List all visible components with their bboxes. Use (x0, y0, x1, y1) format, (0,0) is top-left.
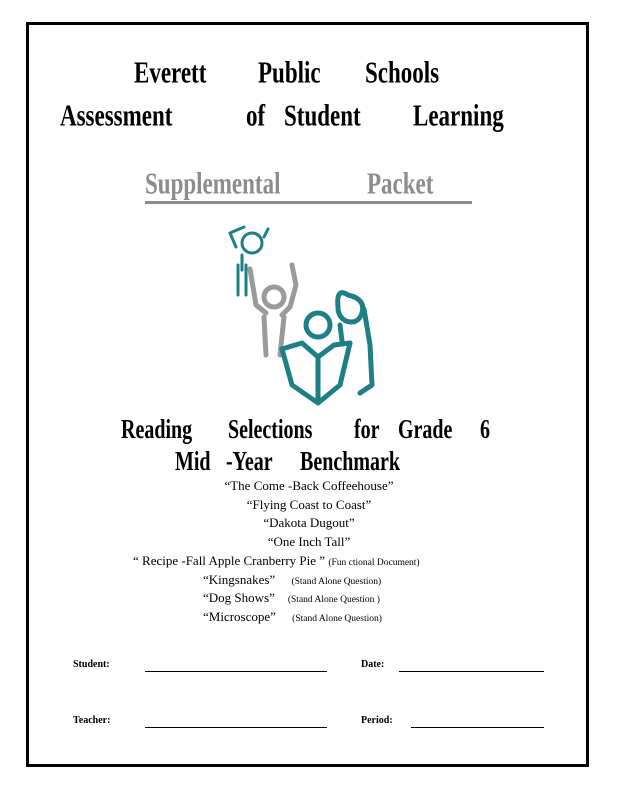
subtitle-underline (145, 201, 472, 204)
selection-note: (Stand Alone Question ) (287, 595, 380, 605)
date-label: Date: (361, 659, 385, 670)
selection-note: (Stand Alone Question) (291, 577, 382, 587)
date-field[interactable] (399, 671, 544, 672)
selection-item: “Kingsnakes” (Stand Alone Question) (203, 572, 382, 587)
student-field[interactable] (145, 671, 327, 672)
teacher-field[interactable] (145, 727, 327, 728)
children-reading-logo-icon (222, 225, 382, 410)
selection-item: “Dakota Dugout” (263, 515, 355, 530)
selection-item: “Dog Shows” (Stand Alone Question ) (203, 590, 380, 605)
period-field[interactable] (411, 727, 544, 728)
selection-item: “Flying Coast to Coast” (246, 497, 372, 512)
selection-note: (Fun ctional Document) (328, 558, 420, 568)
student-label: Student: (73, 659, 110, 670)
selection-note: (Stand Alone Question) (292, 614, 382, 624)
selection-item: “ Recipe -Fall Apple Cranberry Pie ” (Fun ctional Document) (133, 553, 420, 568)
teacher-label: Teacher: (73, 715, 111, 726)
period-label: Period: (361, 715, 393, 726)
selection-item: “Microscope” (Stand Alone Question) (203, 609, 382, 624)
selection-item: “One Inch Tall” (267, 534, 351, 549)
selection-item: “The Come -Back Coffeehouse” (224, 478, 394, 493)
